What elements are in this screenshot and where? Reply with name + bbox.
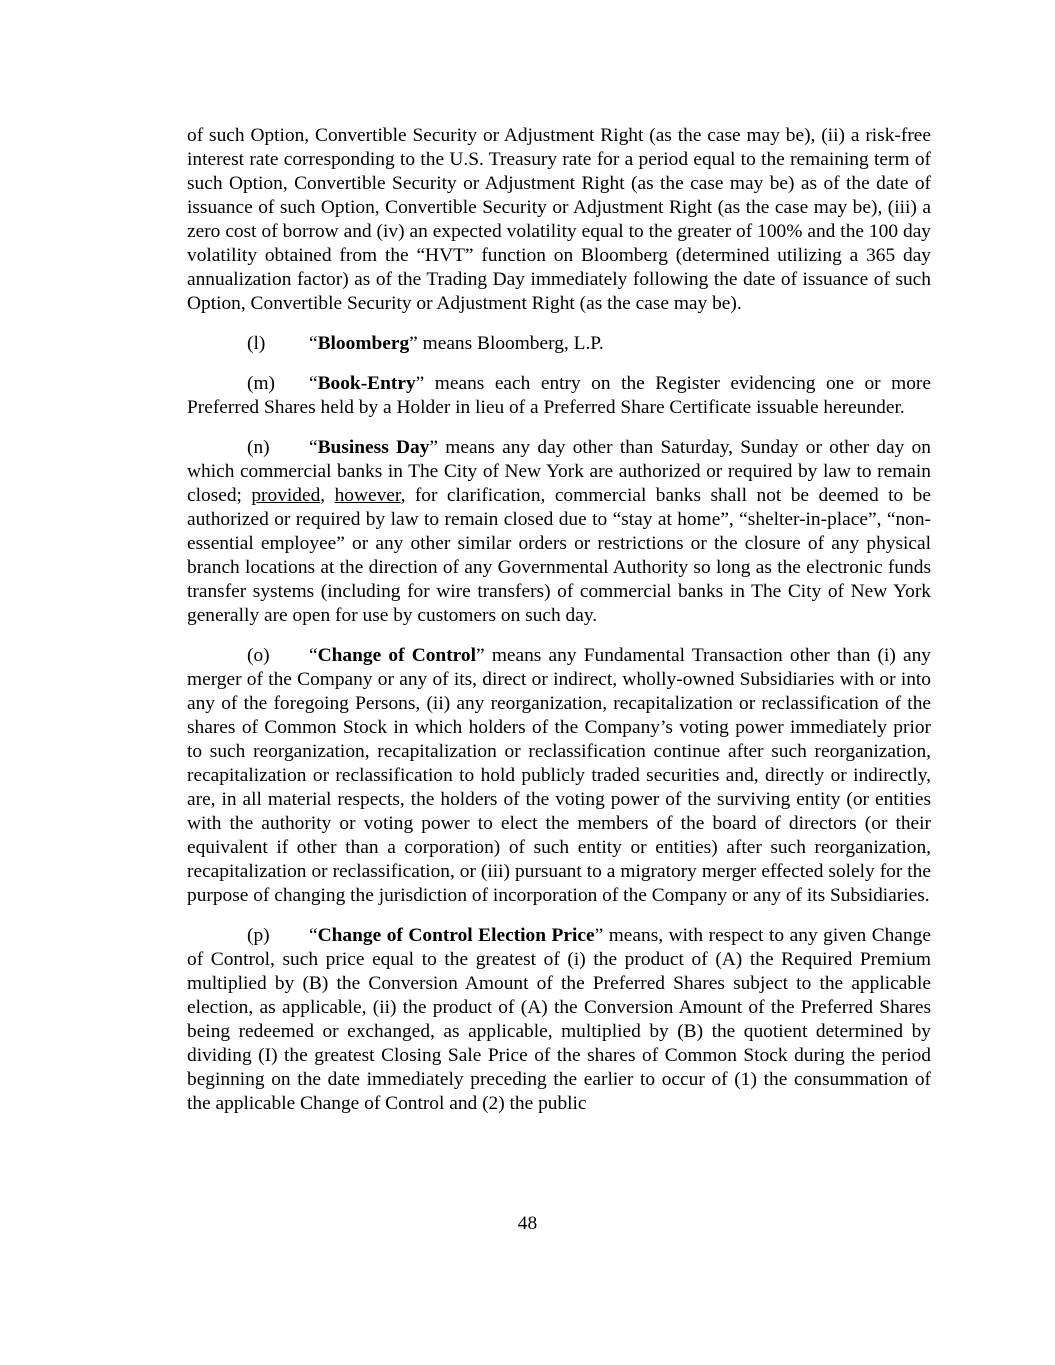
defined-term: Change of Control: [317, 645, 477, 666]
definition-number: (l): [247, 333, 266, 354]
definition-text: ” means Bloomberg, L.P.: [409, 333, 604, 354]
definition-change-of-control: (o) “Change of Control” means any Fundamental Transaction other than (i) any merger of the Company or any of its, direct or indirect, wholly-owned Subsidiaries with or into any of the foregoing Persons, (ii) any reorganization, recapitalization or reclassification of the shares of Common Stock in which holders of the Company’s voting power immediately prior to such reorganization, recapitalization or reclassification continue after such reorganization, recapitalization or reclassification to hold publicly traded securities and, directly or indirectly, are, in all material respects, the holders of the voting power of the surviving entity (or entities with the authority or voting power to elect the members of the board of directors (or their equivalent if other than a corporation) of such entity or entities) after such reorganization, recapitalization or reclassification, or (iii) pursuant to a migratory merger effected solely for the purpose of changing the jurisdiction of incorporation of the Company or any of its Subsidiaries.: [187, 645, 932, 906]
definition-number: (o): [247, 645, 270, 666]
defined-term: Bloomberg: [317, 333, 410, 354]
continuation-paragraph: of such Option, Convertible Security or Adjustment Right (as the case may be), (ii) a risk-free interest rate corresponding to the U.S. Treasury rate for a period equal to the remaining term of such Option, Convertible Security or Adjustment Right (as the case may be) as of the date of issuance of such Option, Convertible Security or Adjustment Right (as the case may be), (iii) a zero cost of borrow and (iv) an expected volatility equal to the greater of 100% and the 100 day volatility obtained from the “HVT” function on Bloomberg (determined utilizing a 365 day annualization factor) as of the Trading Day immediately following the date of issuance of such Option, Convertible Security or Adjustment Right (as the case may be).: [187, 125, 931, 314]
underlined-term-provided: provided: [251, 485, 321, 506]
definition-number: (m): [247, 373, 275, 394]
definition-text: ” means, with respect to any given Change of Control, such price equal to the greatest of (i) the product of (A) the Required Premium multiplied by (B) the Conversion Amount of the Preferred Shares subject to the applicable election, as applicable, (ii) the product of (A) the Conversion Amount of the Preferred Shares being redeemed or exchanged, as applicable, multiplied by (B) the quotient determined by dividing (I) the greatest Closing Sale Price of the shares of Common Stock during the period beginning on the date immediately preceding the earlier to occur of (1) the consummation of the applicable Change of Control and (2) the public: [187, 925, 931, 1114]
definition-text: ” means any Fundamental Transaction other than (i) any merger of the Company or any of its, direct or indirect, wholly-owned Subsidiaries with or into any of the foregoing Persons, (ii) any reorganization, recapitalization or reclassification of the shares of Common Stock in which holders of the Company’s voting power immediately prior to such reorganization, recapitalization or reclassification continue after such reorganization, recapitalization or reclassification to hold publicly traded securities and, directly or indirectly, are, in all material respects, the holders of the voting power of the surviving entity (or entities with the authority or voting power to elect the members of the board of directors (or their equivalent if other than a corporation) of such entity or entities) after such reorganization, recapitalization or reclassification, or (iii) pursuant to a migratory merger effected solely for the purpose of changing the jurisdiction of incorporation of the Company or any of its Subsidiaries.: [187, 645, 932, 906]
underlined-term-however: however: [334, 485, 401, 506]
definition-number: (n): [247, 437, 270, 458]
definition-book-entry: (m) “Book-Entry” means each entry on the Register evidencing one or more Preferred Shares held by a Holder in lieu of a Preferred Share Certificate issuable hereunder.: [187, 373, 931, 418]
defined-term: Change of Control Election Price: [317, 925, 595, 946]
definition-text: ” means each entry on the Register evidencing one or more Preferred Shares held by a Holder in lieu of a Preferred Share Certificate issuable hereunder.: [187, 373, 931, 418]
document-body: [187, 124, 931, 1132]
definition-text: ” means any day other than Saturday, Sunday or other day on which commercial banks in The City of New York are authorized or required by law to remain closed;: [187, 437, 931, 506]
page-number: 48: [517, 1213, 538, 1234]
definition-text: , for clarification, commercial banks shall not be deemed to be authorized or required by law to remain closed due to “stay at home”, “shelter-in-place”, “non-essential employee” or any other similar orders or restrictions or the closure of any physical branch locations at the direction of any Governmental Authority so long as the electronic funds transfer systems (including for wire transfers) of commercial banks in The City of New York generally are open for use by customers on such day.: [187, 485, 931, 626]
definition-change-of-control-election-price: (p) “Change of Control Election Price” means, with respect to any given Change of Control, such price equal to the greatest of (i) the product of (A) the Required Premium multiplied by (B) the Conversion Amount of the Preferred Shares subject to the applicable election, as applicable, (ii) the product of (A) the Conversion Amount of the Preferred Shares being redeemed or exchanged, as applicable, multiplied by (B) the quotient determined by dividing (I) the greatest Closing Sale Price of the shares of Common Stock during the period beginning on the date immediately preceding the earlier to occur of (1) the consummation of the applicable Change of Control and (2) the public: [187, 925, 931, 1114]
definition-business-day: (n) “Business Day” means any day other than Saturday, Sunday or other day on which commercial banks in The City of New York are authorized or required by law to remain closed; provided, however, for clarification, commercial banks shall not be deemed to be authorized or required by law to remain closed due to “stay at home”, “shelter-in-place”, “non-essential employee” or any other similar orders or restrictions or the closure of any physical branch locations at the direction of any Governmental Authority so long as the electronic funds transfer systems (including for wire transfers) of commercial banks in The City of New York generally are open for use by customers on such day.: [187, 437, 931, 626]
definition-bloomberg: (l) “Bloomberg” means Bloomberg, L.P.: [247, 333, 604, 354]
defined-term: Business Day: [317, 437, 430, 458]
definition-number: (p): [247, 925, 270, 946]
defined-term: Book-Entry: [317, 373, 416, 394]
